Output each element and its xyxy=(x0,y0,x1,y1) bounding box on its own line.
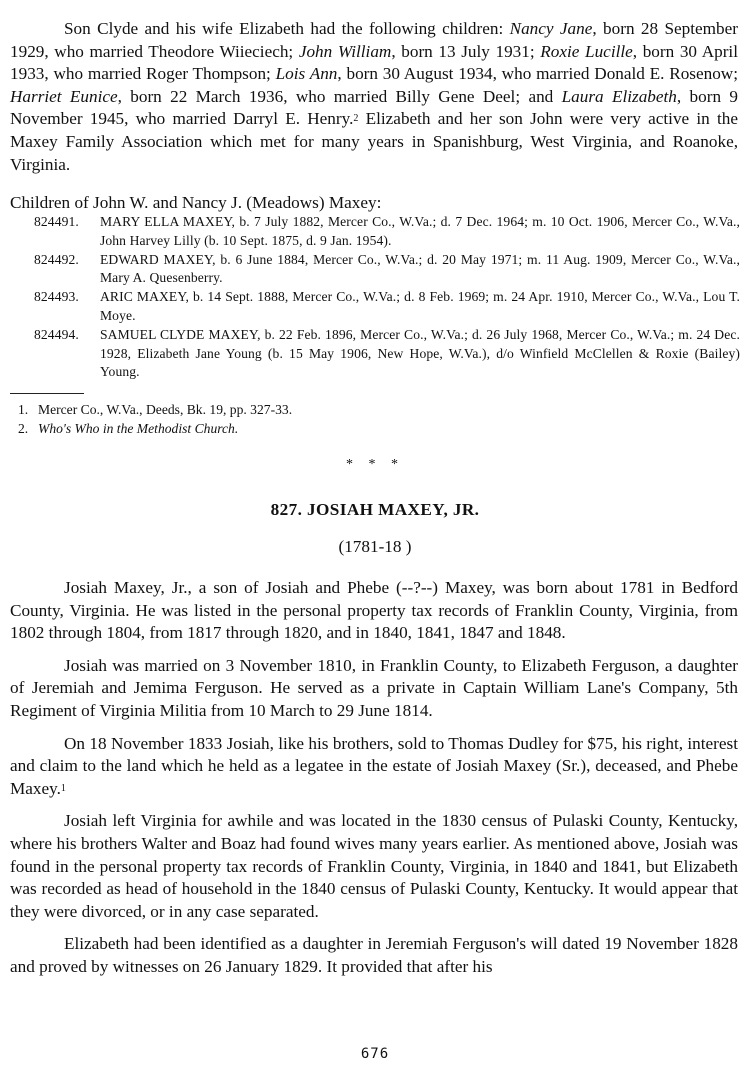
intro-text-6: , born 22 March 1936, who married Billy Gene Deel; and xyxy=(117,86,562,106)
paragraph-text: Josiah Maxey, Jr., a son of Josiah and Phebe (--?--) Maxey, was born about 1781 in Bedford County, Virginia. He was listed in the personal property tax records of Franklin County, Virginia, from 1802 through 1804, from 1817 through 1820, and in 1840, 1841, 1847 and 1848. xyxy=(10,578,738,643)
footnote-text: Mercer Co., W.Va., Deeds, Bk. 19, pp. 327-33. xyxy=(38,402,293,417)
footnote-ref-2: 2 xyxy=(353,113,359,125)
body-paragraph xyxy=(10,810,738,923)
body-paragraph xyxy=(10,933,738,978)
intro-text-2: , born 28 September 1929, who married Theodore Wiieciech; xyxy=(10,19,738,61)
intro-text-3: , born 13 July 1931; xyxy=(391,41,541,61)
intro-text-8: Elizabeth and her son John were very active in the Maxey Family Association which met for many years in Spanishburg, West Virginia, and Roanoke, Virginia. xyxy=(10,109,738,174)
child-number: 824493. xyxy=(34,289,79,305)
paragraph-text: Josiah was married on 3 November 1810, in Franklin County, to Elizabeth Ferguson, a daughter of Jeremiah and Jemima Ferguson. He served as a private in Captain William Lane's Company, 5th Regiment of Virginia Militia from 10 March to 29 June 1814. xyxy=(10,655,738,720)
children-list xyxy=(34,213,740,382)
child-name-nancy-jane: Nancy Jane xyxy=(509,19,593,38)
intro-text-7: , born 9 November 1945, who married Darryl E. Henry. xyxy=(10,86,738,129)
footnote-item xyxy=(18,400,738,419)
section-dates: (1781-18 ) xyxy=(338,537,412,556)
child-number: 824494. xyxy=(34,326,79,342)
child-text: ARIC MAXEY, b. 14 Sept. 1888, Mercer Co., W.Va.; d. 8 Feb. 1969; m. 24 Apr. 1910, Mercer Co., W.Va., Lou T. Moye. xyxy=(100,289,740,323)
child-entry xyxy=(34,326,740,382)
paragraph-text: Elizabeth had been identified as a daughter in Jeremiah Ferguson's will dated 19 November 1828 and proved by witnesses on 26 January 1829. It provided that after his xyxy=(10,934,738,976)
intro-text-5: , born 30 August 1934, who married Donald E. Rosenow; xyxy=(337,64,738,84)
child-name-lois-ann: Lois Ann xyxy=(275,64,338,84)
child-text: MARY ELLA MAXEY, b. 7 July 1882, Mercer Co., W.Va.; d. 7 Dec. 1964; m. 10 Oct. 1906, Mercer Co., W.Va., John Harvey Lilly (b. 10 Sept. 1875, d. 9 Jan. 1954). xyxy=(100,214,740,248)
children-heading: Children of John W. and Nancy J. (Meadows) Maxey: xyxy=(10,193,382,212)
child-text: SAMUEL CLYDE MAXEY, b. 22 Feb. 1896, Mercer Co., W.Va.; d. 26 July 1968, Mercer Co., W.Va.; m. 24 Dec. 1928, Elizabeth Jane Young (b. 15 May 1906, New Hope, W.Va.), d/o Winfield McClellen & Roxie (Bailey) Young. xyxy=(100,326,740,380)
footnotes xyxy=(18,400,738,438)
body-paragraph xyxy=(10,733,738,801)
child-number: 824491. xyxy=(34,214,79,229)
child-name-laura-elizabeth: Laura Elizabeth xyxy=(561,86,677,106)
footnote-number: 2. xyxy=(18,421,29,436)
footnote-item xyxy=(18,419,738,438)
footnote-divider xyxy=(10,393,84,394)
child-text: EDWARD MAXEY, b. 6 June 1884, Mercer Co., W.Va.; d. 20 May 1971; m. 11 Aug. 1909, Mercer Co., W.Va., Mary A. Quesenberry. xyxy=(100,251,740,286)
intro-paragraph xyxy=(10,18,738,176)
child-name-harriet-eunice: Harriet Eunice xyxy=(10,86,118,106)
intro-text-1: Son Clyde and his wife Elizabeth had the following children: xyxy=(64,19,510,38)
section-body xyxy=(10,577,738,989)
page-number: 676 xyxy=(360,1046,390,1062)
intro-text-4: , born 30 April 1933, who married Roger Thompson; xyxy=(10,41,738,84)
child-entry xyxy=(34,251,740,289)
child-entry xyxy=(34,288,740,326)
footnote-number: 1. xyxy=(18,402,29,417)
body-paragraph xyxy=(10,577,738,645)
section-separator: * * * xyxy=(346,457,404,472)
paragraph-text: Josiah left Virginia for awhile and was located in the 1830 census of Pulaski County, Kentucky, where his brothers Walter and Boaz had found wives many years earlier. As mentioned above, Josiah was found in the personal property tax records of Franklin County, Virginia, in 1840 and 1841, but Elizabeth was recorded as head of household in the 1840 census of Pulaski County, Kentucky. It would appear that they were divorced, or in any case separated. xyxy=(10,811,738,921)
footnote-text: Who's Who in the Methodist Church. xyxy=(38,421,239,436)
section-title: 827. JOSIAH MAXEY, JR. xyxy=(270,500,480,519)
child-name-roxie-lucille: Roxie Lucille xyxy=(540,41,633,61)
footnote-ref-1: 1 xyxy=(60,782,66,794)
paragraph-text: On 18 November 1833 Josiah, like his brothers, sold to Thomas Dudley for $75, his right, interest and claim to the land which he held as a legatee in the estate of Josiah Maxey (Sr.), deceased, and Phebe Maxey. xyxy=(10,733,738,798)
child-name-john-william: John William xyxy=(298,41,392,61)
child-number: 824492. xyxy=(34,251,79,267)
child-entry xyxy=(34,213,740,251)
body-paragraph xyxy=(10,655,738,723)
